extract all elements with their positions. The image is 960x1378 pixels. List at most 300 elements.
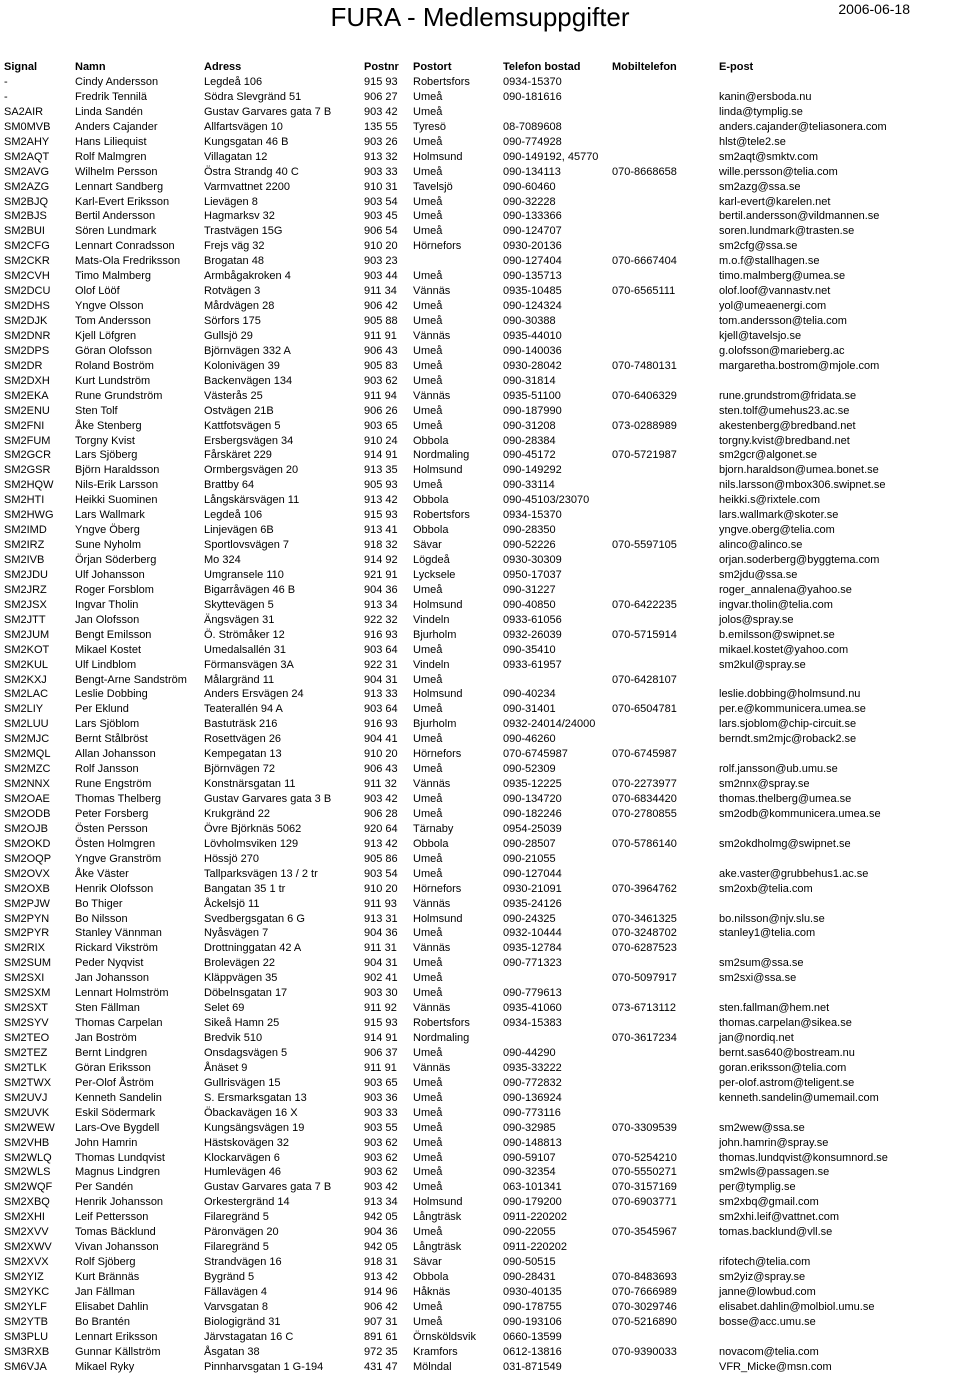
cell-signal: SM2FNI xyxy=(4,419,45,432)
cell-signal: SM2AVG xyxy=(4,165,50,178)
cell-epost: thomas.lundqvist@konsumnord.se xyxy=(719,1151,888,1164)
cell-signal: SA2AIR xyxy=(4,105,44,118)
header-namn: Namn xyxy=(75,61,106,73)
cell-namn: Anders Cajander xyxy=(75,120,158,133)
cell-telefon-bostad: 090-31401 xyxy=(503,703,556,716)
cell-epost: yol@umeaenergi.com xyxy=(719,300,827,313)
cell-postort: Umeå xyxy=(413,793,443,805)
cell-namn: Nils-Erik Larsson xyxy=(75,479,159,492)
cell-adress: Övre Björknäs 5062 xyxy=(204,822,302,835)
cell-adress: Villagatan 12 xyxy=(204,150,268,163)
cell-namn: Roger Forsblom xyxy=(75,583,154,596)
cell-epost: sm2oxb@telia.com xyxy=(719,882,813,895)
cell-epost: thomas.thelberg@umea.se xyxy=(719,793,852,805)
cell-adress: Fårskäret 229 xyxy=(204,449,272,462)
table-row xyxy=(0,493,960,508)
cell-adress: Bangatan 35 1 tr xyxy=(204,882,286,895)
table-row xyxy=(0,956,960,971)
cell-epost: kenneth.sandelin@umemail.com xyxy=(719,1091,879,1104)
table-row xyxy=(0,852,960,867)
cell-adress: Brolevägen 22 xyxy=(204,957,275,970)
cell-signal: SM2XVX xyxy=(4,1256,49,1269)
cell-postort: Holmsund xyxy=(413,688,463,701)
table-row xyxy=(0,1255,960,1270)
cell-telefon-bostad: 090-31814 xyxy=(503,374,556,387)
cell-telefon-bostad: 090-133366 xyxy=(503,210,562,223)
cell-namn: Mats-Ola Fredriksson xyxy=(75,255,181,268)
cell-adress: Hästskovägen 32 xyxy=(204,1136,289,1149)
cell-signal: SM2KXJ xyxy=(4,673,47,686)
cell-postnr: 914 96 xyxy=(364,1285,398,1298)
cell-epost: bjorn.haraldson@umea.bonet.se xyxy=(719,464,879,477)
cell-namn: Lars Sjöblom xyxy=(75,718,140,731)
cell-namn: Rolf Sjöberg xyxy=(75,1256,136,1269)
table-row xyxy=(0,538,960,553)
cell-postort: Umeå xyxy=(413,300,443,313)
table-row xyxy=(0,1046,960,1061)
cell-postnr: 903 54 xyxy=(364,195,398,208)
cell-postnr: 913 42 xyxy=(364,494,398,507)
cell-namn: Per Eklund xyxy=(75,703,129,716)
cell-signal: SM2OVX xyxy=(4,867,50,880)
cell-adress: Brogatan 48 xyxy=(204,255,264,268)
cell-telefon-bostad: 090-179200 xyxy=(503,1196,562,1209)
cell-telefon-bostad: 090-24325 xyxy=(503,912,556,925)
cell-adress: Allfartsvägen 10 xyxy=(204,120,283,133)
cell-telefon-bostad: 090-60460 xyxy=(503,180,556,193)
cell-adress: Gustav Garvares gata 7 B xyxy=(204,1181,332,1194)
cell-postort: Umeå xyxy=(413,105,443,118)
cell-mobiltelefon: 070-6428107 xyxy=(612,673,677,686)
cell-mobiltelefon: 070-8668658 xyxy=(612,165,677,178)
table-row xyxy=(0,1345,960,1360)
cell-adress: Skyttevägen 5 xyxy=(204,598,274,611)
header-telefon-bostad: Telefon bostad xyxy=(503,61,581,73)
cell-telefon-bostad: 090-181616 xyxy=(503,90,562,103)
cell-postort: Umeå xyxy=(413,867,443,880)
table-row xyxy=(0,643,960,658)
cell-signal: SM2EKA xyxy=(4,389,49,402)
cell-postnr: 906 26 xyxy=(364,404,398,417)
cell-postort: Långträsk xyxy=(413,1241,462,1254)
cell-namn: Fredrik Tennilä xyxy=(75,90,147,103)
cell-namn: Bo Brantén xyxy=(75,1315,131,1328)
table-row xyxy=(0,314,960,329)
cell-postort: Umeå xyxy=(413,359,443,372)
cell-postnr: 906 43 xyxy=(364,763,398,776)
cell-namn: Ingvar Tholin xyxy=(75,598,139,611)
cell-mobiltelefon: 070-3248702 xyxy=(612,927,677,940)
cell-signal: SM2JTT xyxy=(4,613,46,626)
cell-namn: Yngve Granström xyxy=(75,852,162,865)
cell-postnr: 907 31 xyxy=(364,1315,398,1328)
cell-postort: Örnsköldsvik xyxy=(413,1330,476,1343)
cell-telefon-bostad: 0911-220202 xyxy=(503,1211,568,1224)
table-row xyxy=(0,135,960,150)
header-signal: Signal xyxy=(4,61,38,73)
cell-epost: kanin@ersboda.nu xyxy=(719,90,812,103)
cell-signal: SM2SXT xyxy=(4,1002,49,1015)
cell-telefon-bostad: 090-774928 xyxy=(503,135,562,148)
cell-namn: Kjell Löfgren xyxy=(75,329,137,342)
table-row xyxy=(0,1151,960,1166)
cell-postort: Umeå xyxy=(413,135,443,148)
cell-signal: SM2HQW xyxy=(4,479,54,492)
cell-adress: Sikeå Hamn 25 xyxy=(204,1017,280,1030)
cell-postort: Umeå xyxy=(413,225,443,238)
cell-adress: Filaregränd 5 xyxy=(204,1241,269,1254)
cell-epost: per-olof.astrom@teligent.se xyxy=(719,1076,855,1089)
cell-namn: Sören Lundmark xyxy=(75,225,157,238)
cell-postnr: 903 23 xyxy=(364,255,398,268)
cell-postnr: 910 20 xyxy=(364,882,398,895)
cell-epost: sten.tolf@umehus23.ac.se xyxy=(719,404,850,417)
cell-signal: SM2KOT xyxy=(4,643,50,656)
cell-epost: sm2yiz@spray.se xyxy=(719,1271,806,1283)
cell-namn: Olof Lööf xyxy=(75,285,120,298)
cell-adress: Kläppvägen 35 xyxy=(204,972,278,985)
cell-postort: Umeå xyxy=(413,957,443,970)
cell-signal: SM2XWV xyxy=(4,1241,52,1254)
cell-adress: Drottninggatan 42 A xyxy=(204,942,302,955)
cell-signal: SM2XBQ xyxy=(4,1196,50,1209)
cell-namn: Peter Forsberg xyxy=(75,807,149,820)
cell-signal: SM2GCR xyxy=(4,449,52,462)
cell-telefon-bostad: 031-871549 xyxy=(503,1360,562,1373)
cell-postnr: 911 94 xyxy=(364,389,397,402)
cell-telefon-bostad: 090-178755 xyxy=(503,1300,562,1313)
cell-mobiltelefon: 070-6287523 xyxy=(612,942,677,955)
cell-namn: Thomas Thelberg xyxy=(75,793,162,805)
cell-telefon-bostad: 0932-24014/24000 xyxy=(503,718,596,731)
cell-adress: Varmvattnet 2200 xyxy=(204,180,291,193)
cell-postnr: 903 42 xyxy=(364,793,398,805)
cell-telefon-bostad: 0934-15370 xyxy=(503,509,562,522)
cell-epost: berndt.sm2mjc@roback2.se xyxy=(719,733,857,746)
cell-adress: Södra Slevgränd 51 xyxy=(204,90,302,103)
table-row xyxy=(0,568,960,583)
cell-signal: SM2XHI xyxy=(4,1211,45,1224)
cell-postnr: 911 34 xyxy=(364,285,397,298)
cell-mobiltelefon: 070-5721987 xyxy=(612,449,677,462)
table-row xyxy=(0,1031,960,1046)
cell-postnr: 916 93 xyxy=(364,718,398,731)
cell-namn: Sten Fällman xyxy=(75,1002,140,1015)
cell-postort: Sävar xyxy=(413,539,442,552)
cell-epost: tom.andersson@telia.com xyxy=(719,315,847,327)
cell-namn: Lars Sjöberg xyxy=(75,449,138,462)
cell-postnr: 922 31 xyxy=(364,658,398,671)
cell-postnr: 911 93 xyxy=(364,897,397,910)
cell-signal: SM0MVB xyxy=(4,120,51,133)
cell-telefon-bostad: 090-149192, 45770 xyxy=(503,150,599,163)
cell-telefon-bostad: 090-149292 xyxy=(503,464,562,477)
cell-signal: SM2CKR xyxy=(4,255,50,268)
table-row xyxy=(0,284,960,299)
cell-postort: Umeå xyxy=(413,972,443,985)
cell-adress: S. Ersmarksgatan 13 xyxy=(204,1091,307,1104)
cell-telefon-bostad: 090-127404 xyxy=(503,255,562,268)
cell-postnr: 905 86 xyxy=(364,852,398,865)
table-row xyxy=(0,224,960,239)
cell-namn: Roland Boström xyxy=(75,359,154,372)
table-row xyxy=(0,673,960,688)
cell-mobiltelefon: 070-7666989 xyxy=(612,1285,677,1298)
cell-mobiltelefon: 070-3617234 xyxy=(612,1032,677,1044)
cell-epost: novacom@telia.com xyxy=(719,1345,819,1358)
cell-postnr: 910 31 xyxy=(364,180,398,193)
cell-adress: Frejs väg 32 xyxy=(204,240,265,253)
cell-adress: Östra Strandg 40 C xyxy=(204,165,299,178)
cell-telefon-bostad: 090-31208 xyxy=(503,419,556,432)
cell-adress: Ånäset 9 xyxy=(204,1061,248,1074)
cell-mobiltelefon: 070-5786140 xyxy=(612,837,677,850)
cell-namn: Lars Wallmark xyxy=(75,509,145,522)
cell-telefon-bostad: 0930-28042 xyxy=(503,359,562,372)
cell-postort: Holmsund xyxy=(413,598,463,611)
cell-adress: Umedalsallén 31 xyxy=(204,643,286,656)
table-row xyxy=(0,553,960,568)
table-row xyxy=(0,1300,960,1315)
cell-postnr: 903 55 xyxy=(364,1121,398,1134)
cell-adress: Ostvägen 21B xyxy=(204,404,274,417)
cell-postnr: 916 93 xyxy=(364,628,398,641)
cell-adress: Bredvik 510 xyxy=(204,1032,263,1044)
cell-mobiltelefon: 070-3545967 xyxy=(612,1226,677,1239)
cell-adress: Ö. Strömåker 12 xyxy=(204,628,285,641)
cell-namn: Jan Fällman xyxy=(75,1285,135,1298)
table-row xyxy=(0,1165,960,1180)
table-row xyxy=(0,1061,960,1076)
table-row xyxy=(0,613,960,628)
cell-postort: Vännäs xyxy=(413,897,451,910)
cell-postnr: 918 31 xyxy=(364,1256,398,1269)
cell-adress: Gullrisvägen 15 xyxy=(204,1076,281,1089)
cell-epost: sm2gcr@algonet.se xyxy=(719,449,817,462)
table-row xyxy=(0,239,960,254)
cell-telefon-bostad: 090-134113 xyxy=(503,165,561,178)
cell-telefon-bostad: 063-101341 xyxy=(503,1181,562,1194)
cell-namn: Cindy Andersson xyxy=(75,76,159,88)
cell-telefon-bostad: 090-28350 xyxy=(503,524,556,537)
cell-adress: Trastvägen 15G xyxy=(204,225,283,238)
cell-telefon-bostad: 090-148813 xyxy=(503,1136,562,1149)
cell-epost: sm2odb@kommunicera.umea.se xyxy=(719,807,881,820)
table-row xyxy=(0,329,960,344)
cell-adress: Förmansvägen 3A xyxy=(204,658,294,671)
cell-postnr: 903 44 xyxy=(364,270,398,283)
cell-postnr: 914 91 xyxy=(364,449,398,462)
cell-postort: Vindeln xyxy=(413,613,450,626)
table-row xyxy=(0,359,960,374)
cell-signal: SM2SUM xyxy=(4,957,52,970)
cell-signal: SM2IMD xyxy=(4,524,47,537)
cell-namn: Bengt Emilsson xyxy=(75,628,152,641)
cell-epost: jolos@spray.se xyxy=(719,613,794,626)
cell-signal: SM2IVB xyxy=(4,554,45,566)
table-row xyxy=(0,1121,960,1136)
report-date: 2006-06-18 xyxy=(838,1,910,17)
cell-epost: rolf.jansson@ub.umu.se xyxy=(719,763,838,776)
cell-telefon-bostad: 0660-13599 xyxy=(503,1330,562,1343)
cell-telefon-bostad: 090-779613 xyxy=(503,987,562,1000)
cell-telefon-bostad: 0935-12784 xyxy=(503,942,562,955)
cell-mobiltelefon: 070-6903771 xyxy=(612,1196,677,1209)
cell-epost: wille.persson@telia.com xyxy=(719,165,838,178)
cell-postnr: 904 31 xyxy=(364,957,398,970)
cell-signal: SM2LUU xyxy=(4,718,49,731)
table-row xyxy=(0,1016,960,1031)
cell-postnr: 903 64 xyxy=(364,703,398,716)
cell-telefon-bostad: 090-136924 xyxy=(503,1091,562,1104)
cell-epost: sm2sxi@ssa.se xyxy=(719,972,797,985)
cell-postnr: 905 83 xyxy=(364,359,398,372)
cell-signal: SM2WLQ xyxy=(4,1151,52,1164)
cell-signal: SM2VHB xyxy=(4,1136,50,1149)
cell-postnr: 921 91 xyxy=(364,568,398,581)
cell-adress: Nyåsvägen 7 xyxy=(204,927,269,940)
table-row xyxy=(0,523,960,538)
cell-adress: Kolonivägen 39 xyxy=(204,359,280,372)
cell-postort: Vännäs xyxy=(413,778,451,791)
cell-signal: SM2PYR xyxy=(4,927,50,940)
cell-epost: thomas.carpelan@sikea.se xyxy=(719,1017,852,1030)
cell-namn: Timo Malmberg xyxy=(75,270,151,283)
cell-namn: Jan Boström xyxy=(75,1032,137,1044)
cell-postort: Umeå xyxy=(413,673,443,686)
cell-postnr: 906 54 xyxy=(364,225,398,238)
cell-signal: SM2DPS xyxy=(4,344,50,357)
cell-signal: SM2KUL xyxy=(4,658,49,671)
cell-epost: margaretha.bostrom@mjole.com xyxy=(719,359,880,372)
cell-postnr: 903 65 xyxy=(364,419,398,432)
cell-epost: sm2wew@ssa.se xyxy=(719,1121,805,1134)
cell-postort: Umeå xyxy=(413,733,443,746)
cell-postort: Umeå xyxy=(413,1166,443,1179)
cell-postort: Tärnaby xyxy=(413,822,454,835)
table-row xyxy=(0,374,960,389)
cell-postort: Umeå xyxy=(413,195,443,208)
cell-telefon-bostad: 0954-25039 xyxy=(503,822,562,835)
cell-epost: roger_annalena@yahoo.se xyxy=(719,583,852,596)
table-row xyxy=(0,926,960,941)
cell-epost: sm2sum@ssa.se xyxy=(719,957,804,970)
cell-telefon-bostad: 0935-33222 xyxy=(503,1061,562,1074)
cell-postort: Långträsk xyxy=(413,1211,462,1224)
cell-postnr: 922 32 xyxy=(364,613,398,626)
cell-telefon-bostad: 090-773116 xyxy=(503,1106,561,1119)
cell-signal: SM2MQL xyxy=(4,748,51,761)
cell-signal: SM2AZG xyxy=(4,180,50,193)
cell-adress: Humlevägen 46 xyxy=(204,1166,282,1179)
cell-epost: soren.lundmark@trasten.se xyxy=(719,225,855,238)
cell-signal: SM2SXM xyxy=(4,987,51,1000)
cell-postort: Tavelsjö xyxy=(413,180,453,193)
cell-signal: SM2GSR xyxy=(4,464,51,477)
cell-epost: lars.sjoblom@chip-circuit.se xyxy=(719,718,857,731)
cell-namn: Heikki Suominen xyxy=(75,494,158,507)
cell-adress: Åckelsjö 11 xyxy=(204,897,260,910)
cell-postnr: 903 62 xyxy=(364,1151,398,1164)
cell-postort: Umeå xyxy=(413,1091,443,1104)
header-epost: E-post xyxy=(719,61,754,73)
cell-adress: Åsgatan 38 xyxy=(204,1345,260,1358)
cell-namn: Gunnar Källström xyxy=(75,1345,161,1358)
cell-telefon-bostad: 0612-13816 xyxy=(503,1345,562,1358)
cell-postnr: 911 91 xyxy=(364,329,397,342)
cell-epost: sm2nnx@spray.se xyxy=(719,778,810,791)
cell-telefon-bostad: 0935-51100 xyxy=(503,389,561,402)
cell-postnr: 910 24 xyxy=(364,434,398,447)
cell-epost: g.olofsson@marieberg.ac xyxy=(719,344,845,357)
cell-telefon-bostad: 0934-15383 xyxy=(503,1017,562,1030)
cell-mobiltelefon: 070-3157169 xyxy=(612,1181,677,1194)
header-adress: Adress xyxy=(204,61,242,73)
cell-adress: Backenvägen 134 xyxy=(204,374,293,387)
cell-signal: SM2FUM xyxy=(4,434,51,447)
cell-postort: Vännäs xyxy=(413,942,451,955)
cell-signal: SM2ODB xyxy=(4,807,51,820)
cell-telefon-bostad: 0932-26039 xyxy=(503,628,562,641)
cell-adress: Sörfors 175 xyxy=(204,315,261,327)
cell-epost: john.hamrin@spray.se xyxy=(719,1136,829,1149)
cell-postnr: 913 42 xyxy=(364,837,398,850)
cell-telefon-bostad: 090-59107 xyxy=(503,1151,556,1164)
cell-epost: linda@tymplig.se xyxy=(719,105,803,118)
cell-mobiltelefon: 070-5216890 xyxy=(612,1315,677,1328)
cell-epost: anders.cajander@teliasonera.com xyxy=(719,120,887,133)
cell-postnr: 903 62 xyxy=(364,1136,398,1149)
cell-postort: Umeå xyxy=(413,270,443,283)
cell-namn: Lars-Ove Bygdell xyxy=(75,1121,160,1134)
cell-postort: Nordmaling xyxy=(413,449,470,462)
cell-mobiltelefon: 070-6745987 xyxy=(612,748,677,761)
cell-telefon-bostad: 0932-10444 xyxy=(503,927,562,940)
cell-postort: Umeå xyxy=(413,419,443,432)
cell-postnr: 913 34 xyxy=(364,598,398,611)
cell-signal: SM2OJB xyxy=(4,822,49,835)
cell-epost: torgny.kvist@bredband.net xyxy=(719,434,850,447)
cell-adress: Sportlovsvägen 7 xyxy=(204,539,289,552)
cell-postnr: 903 65 xyxy=(364,1076,398,1089)
table-row xyxy=(0,1330,960,1345)
cell-adress: Orkestergränd 14 xyxy=(204,1196,290,1209)
cell-epost: sm2xbq@gmail.com xyxy=(719,1196,819,1209)
cell-postnr: 906 28 xyxy=(364,807,398,820)
cell-namn: Bengt-Arne Sandström xyxy=(75,673,187,686)
cell-epost: elisabet.dahlin@molbiol.umu.se xyxy=(719,1300,875,1313)
cell-telefon-bostad: 08-7089608 xyxy=(503,120,562,133)
cell-namn: Lennart Eriksson xyxy=(75,1330,158,1343)
cell-namn: Mikael Ryky xyxy=(75,1360,135,1373)
cell-adress: Filaregränd 5 xyxy=(204,1211,269,1224)
cell-postort: Umeå xyxy=(413,1121,443,1134)
cell-postnr: 906 42 xyxy=(364,1300,398,1313)
cell-signal: SM2CVH xyxy=(4,270,50,283)
table-row xyxy=(0,747,960,762)
cell-epost: b.emilsson@swipnet.se xyxy=(719,628,835,641)
cell-signal: SM2UVJ xyxy=(4,1091,48,1104)
cell-adress: Långskärsvägen 11 xyxy=(204,494,300,507)
cell-namn: Per Sandén xyxy=(75,1181,134,1194)
cell-namn: Åke Väster xyxy=(75,867,129,880)
cell-namn: Henrik Johansson xyxy=(75,1196,164,1209)
cell-postort: Umeå xyxy=(413,210,443,223)
cell-mobiltelefon: 070-3461325 xyxy=(612,912,677,925)
table-row xyxy=(0,1360,960,1375)
cell-namn: Tom Andersson xyxy=(75,315,151,327)
cell-telefon-bostad: 090-124324 xyxy=(503,300,562,313)
